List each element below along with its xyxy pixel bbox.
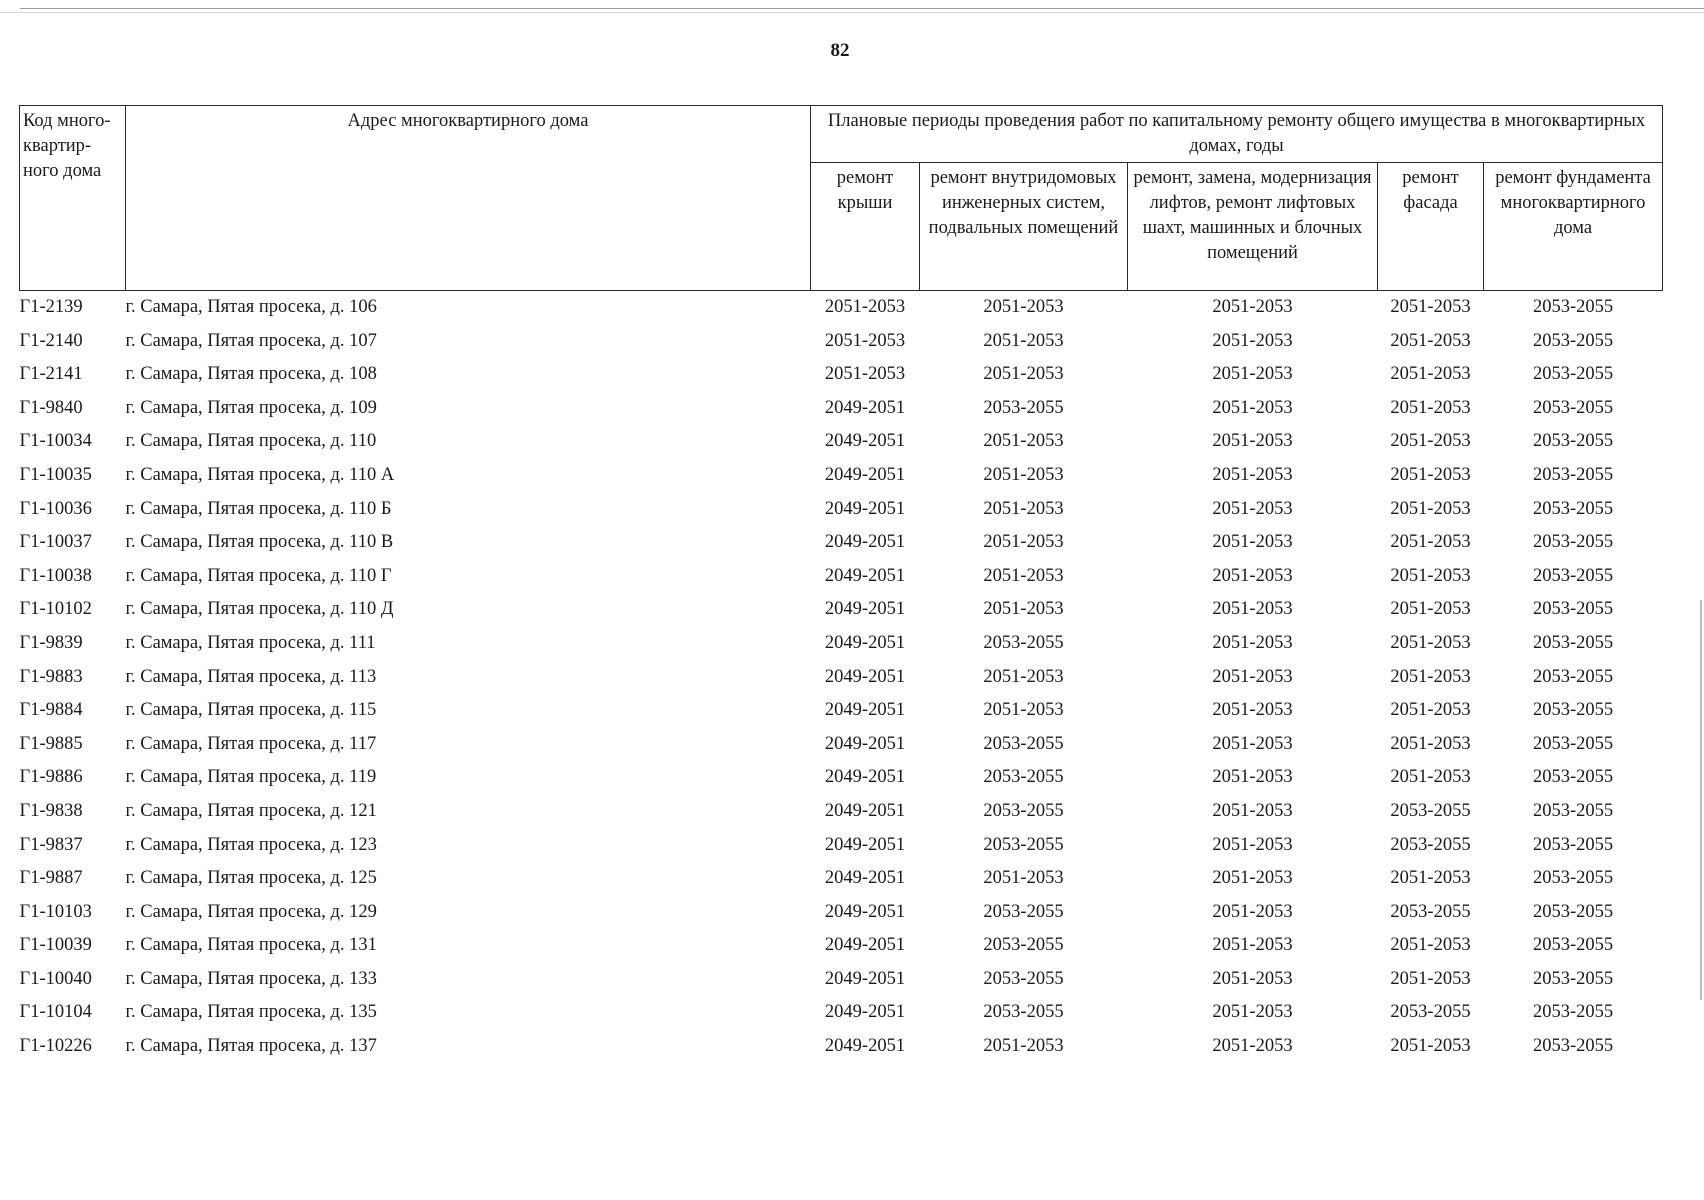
table-row [20, 929, 1663, 963]
cell-foundation: 2053-2055 [1532, 632, 1614, 653]
cell-foundation: 2053-2055 [1532, 935, 1614, 956]
cell-engineering: 2051-2053 [983, 297, 1064, 317]
table-row [20, 325, 1663, 359]
cell-lifts: 2051-2053 [1212, 901, 1293, 922]
cell-lifts: 2051-2053 [1212, 1036, 1293, 1057]
cell-code: Г1-10102 [19, 599, 92, 620]
table-row [20, 661, 1663, 695]
table-row [20, 493, 1663, 527]
table-row [20, 459, 1663, 493]
cell-facade: 2051-2053 [1390, 364, 1471, 385]
cell-lifts: 2051-2053 [1212, 297, 1293, 317]
cell-engineering: 2051-2053 [983, 700, 1064, 721]
table-row [20, 996, 1663, 1030]
header-roof: ремонт крыши [811, 163, 920, 291]
cell-roof: 2049-2051 [824, 397, 906, 418]
cell-address: г. Самара, Пятая просека, д. 106 [125, 297, 377, 317]
cell-roof: 2049-2051 [824, 599, 906, 620]
cell-roof: 2049-2051 [824, 1036, 906, 1057]
cell-engineering: 2051-2053 [983, 464, 1064, 485]
cell-code: Г1-9886 [19, 767, 83, 788]
cell-code: Г1-9885 [19, 733, 83, 754]
table-row [20, 795, 1663, 829]
cell-facade: 2053-2055 [1390, 1002, 1471, 1023]
cell-address: г. Самара, Пятая просека, д. 110 Г [125, 565, 392, 586]
cell-facade: 2053-2055 [1390, 901, 1471, 922]
cell-engineering: 2051-2053 [983, 364, 1064, 385]
cell-lifts: 2051-2053 [1212, 800, 1293, 821]
table-row [20, 1030, 1663, 1064]
cell-facade: 2051-2053 [1390, 397, 1471, 418]
cell-engineering: 2053-2055 [983, 935, 1064, 956]
cell-engineering: 2051-2053 [983, 532, 1064, 553]
cell-foundation: 2053-2055 [1532, 901, 1614, 922]
cell-facade: 2051-2053 [1390, 868, 1471, 889]
cell-facade: 2051-2053 [1390, 968, 1471, 989]
cell-code: Г1-10035 [19, 464, 92, 485]
cell-code: Г1-9884 [19, 700, 83, 721]
cell-roof: 2051-2053 [824, 330, 906, 351]
cell-engineering: 2053-2055 [983, 968, 1064, 989]
cell-facade: 2051-2053 [1390, 330, 1471, 351]
cell-facade: 2051-2053 [1390, 431, 1471, 452]
table-row [20, 862, 1663, 896]
cell-lifts: 2051-2053 [1212, 330, 1293, 351]
cell-engineering: 2053-2055 [983, 901, 1064, 922]
table-row [20, 526, 1663, 560]
cell-address: г. Самара, Пятая просека, д. 110 [125, 431, 377, 452]
cell-roof: 2049-2051 [824, 935, 906, 956]
cell-code: Г1-9837 [19, 834, 83, 855]
cell-foundation: 2053-2055 [1532, 1002, 1614, 1023]
cell-lifts: 2051-2053 [1212, 397, 1293, 418]
cell-address: г. Самара, Пятая просека, д. 117 [125, 733, 377, 754]
cell-code: Г1-10226 [19, 1036, 92, 1057]
table-row [20, 593, 1663, 627]
cell-facade: 2051-2053 [1390, 464, 1471, 485]
cell-roof: 2049-2051 [824, 800, 906, 821]
cell-code: Г1-10104 [19, 1002, 92, 1023]
cell-engineering: 2051-2053 [983, 431, 1064, 452]
cell-foundation: 2053-2055 [1532, 767, 1614, 788]
cell-lifts: 2051-2053 [1212, 834, 1293, 855]
cell-code: Г1-10038 [19, 565, 92, 586]
cell-facade: 2051-2053 [1390, 935, 1471, 956]
cell-engineering: 2051-2053 [983, 599, 1064, 620]
cell-foundation: 2053-2055 [1532, 800, 1614, 821]
header-address: Адрес многоквартирного дома [126, 106, 811, 291]
cell-roof: 2051-2053 [824, 297, 906, 317]
cell-code: Г1-2140 [19, 330, 83, 351]
cell-facade: 2051-2053 [1390, 700, 1471, 721]
cell-address: г. Самара, Пятая просека, д. 107 [125, 330, 377, 351]
cell-lifts: 2051-2053 [1212, 767, 1293, 788]
table-row [20, 291, 1663, 325]
cell-facade: 2051-2053 [1390, 733, 1471, 754]
cell-code: Г1-9840 [19, 397, 83, 418]
cell-foundation: 2053-2055 [1532, 700, 1614, 721]
cell-foundation: 2053-2055 [1532, 599, 1614, 620]
cell-roof: 2049-2051 [824, 565, 906, 586]
cell-foundation: 2053-2055 [1532, 397, 1614, 418]
cell-address: г. Самара, Пятая просека, д. 111 [125, 632, 376, 653]
cell-lifts: 2051-2053 [1212, 464, 1293, 485]
table-row [20, 829, 1663, 863]
cell-foundation: 2053-2055 [1532, 666, 1614, 687]
cell-facade: 2051-2053 [1390, 297, 1471, 317]
cell-foundation: 2053-2055 [1532, 498, 1614, 519]
table-row [20, 728, 1663, 762]
cell-facade: 2053-2055 [1390, 800, 1471, 821]
cell-foundation: 2053-2055 [1532, 733, 1614, 754]
cell-foundation: 2053-2055 [1532, 364, 1614, 385]
cell-foundation: 2053-2055 [1532, 330, 1614, 351]
cell-roof: 2049-2051 [824, 632, 906, 653]
cell-code: Г1-10036 [19, 498, 92, 519]
cell-engineering: 2051-2053 [983, 1036, 1064, 1057]
cell-foundation: 2053-2055 [1532, 431, 1614, 452]
cell-engineering: 2051-2053 [983, 868, 1064, 889]
cell-roof: 2049-2051 [824, 1002, 906, 1023]
cell-lifts: 2051-2053 [1212, 599, 1293, 620]
cell-address: г. Самара, Пятая просека, д. 110 Д [125, 599, 394, 620]
page-number: 82 [830, 40, 850, 61]
cell-foundation: 2053-2055 [1532, 532, 1614, 553]
cell-lifts: 2051-2053 [1212, 968, 1293, 989]
cell-facade: 2053-2055 [1390, 834, 1471, 855]
cell-address: г. Самара, Пятая просека, д. 108 [125, 364, 377, 385]
cell-roof: 2049-2051 [824, 666, 906, 687]
cell-address: г. Самара, Пятая просека, д. 137 [125, 1036, 377, 1057]
header-foundation: ремонт фундамента многоквартирного дома [1484, 163, 1663, 291]
cell-facade: 2051-2053 [1390, 498, 1471, 519]
cell-roof: 2049-2051 [824, 901, 906, 922]
cell-code: Г1-9839 [19, 632, 83, 653]
cell-foundation: 2053-2055 [1532, 868, 1614, 889]
cell-address: г. Самара, Пятая просека, д. 110 А [125, 464, 395, 485]
table-row [20, 392, 1663, 426]
cell-facade: 2051-2053 [1390, 632, 1471, 653]
cell-address: г. Самара, Пятая просека, д. 110 В [125, 532, 394, 553]
scan-edge-line [0, 12, 1704, 13]
cell-lifts: 2051-2053 [1212, 1002, 1293, 1023]
cell-roof: 2049-2051 [824, 968, 906, 989]
cell-lifts: 2051-2053 [1212, 733, 1293, 754]
cell-code: Г1-9838 [19, 800, 83, 821]
cell-lifts: 2051-2053 [1212, 666, 1293, 687]
cell-code: Г1-10037 [19, 532, 92, 553]
cell-facade: 2051-2053 [1390, 1036, 1471, 1057]
table-row [20, 560, 1663, 594]
cell-engineering: 2053-2055 [983, 834, 1064, 855]
cell-facade: 2051-2053 [1390, 532, 1471, 553]
cell-foundation: 2053-2055 [1532, 834, 1614, 855]
table-row [20, 627, 1663, 661]
cell-facade: 2051-2053 [1390, 565, 1471, 586]
header-periods: Плановые периоды проведения работ по капитальному ремонту общего имущества в многоквартирных домах, годы [811, 106, 1663, 163]
cell-code: Г1-2139 [19, 297, 83, 317]
cell-engineering: 2053-2055 [983, 767, 1064, 788]
cell-engineering: 2053-2055 [983, 733, 1064, 754]
repair-schedule-table [19, 105, 1663, 1064]
cell-engineering: 2053-2055 [983, 1002, 1064, 1023]
cell-lifts: 2051-2053 [1212, 498, 1293, 519]
cell-roof: 2049-2051 [824, 834, 906, 855]
table-row [20, 896, 1663, 930]
table-row [20, 694, 1663, 728]
scan-edge-line [1700, 600, 1702, 1000]
cell-engineering: 2051-2053 [983, 565, 1064, 586]
cell-code: Г1-10040 [19, 968, 92, 989]
cell-address: г. Самара, Пятая просека, д. 109 [125, 397, 377, 418]
cell-roof: 2049-2051 [824, 431, 906, 452]
cell-lifts: 2051-2053 [1212, 868, 1293, 889]
cell-engineering: 2051-2053 [983, 330, 1064, 351]
cell-lifts: 2051-2053 [1212, 364, 1293, 385]
scan-edge-line [20, 8, 1704, 9]
cell-address: г. Самара, Пятая просека, д. 119 [125, 767, 377, 788]
cell-address: г. Самара, Пятая просека, д. 115 [125, 700, 377, 721]
cell-roof: 2049-2051 [824, 868, 906, 889]
cell-foundation: 2053-2055 [1532, 297, 1614, 317]
cell-foundation: 2053-2055 [1532, 1036, 1614, 1057]
cell-address: г. Самара, Пятая просека, д. 113 [125, 666, 377, 687]
cell-facade: 2051-2053 [1390, 767, 1471, 788]
table-row [20, 963, 1663, 997]
cell-code: Г1-10039 [19, 935, 92, 956]
cell-roof: 2049-2051 [824, 767, 906, 788]
cell-engineering: 2053-2055 [983, 632, 1064, 653]
cell-lifts: 2051-2053 [1212, 565, 1293, 586]
cell-lifts: 2051-2053 [1212, 935, 1293, 956]
cell-engineering: 2053-2055 [983, 800, 1064, 821]
cell-lifts: 2051-2053 [1212, 431, 1293, 452]
cell-engineering: 2051-2053 [983, 666, 1064, 687]
cell-engineering: 2053-2055 [983, 397, 1064, 418]
cell-roof: 2049-2051 [824, 498, 906, 519]
cell-address: г. Самара, Пятая просека, д. 133 [125, 968, 377, 989]
cell-address: г. Самара, Пятая просека, д. 131 [125, 935, 377, 956]
cell-code: Г1-2141 [19, 364, 83, 385]
cell-foundation: 2053-2055 [1532, 968, 1614, 989]
cell-code: Г1-9887 [19, 868, 83, 889]
cell-address: г. Самара, Пятая просека, д. 135 [125, 1002, 377, 1023]
cell-foundation: 2053-2055 [1532, 464, 1614, 485]
cell-roof: 2049-2051 [824, 532, 906, 553]
table-row [20, 358, 1663, 392]
cell-foundation: 2053-2055 [1532, 565, 1614, 586]
cell-code: Г1-9883 [19, 666, 83, 687]
cell-address: г. Самара, Пятая просека, д. 121 [125, 800, 377, 821]
table-body [20, 291, 1663, 1064]
table-row [20, 425, 1663, 459]
cell-code: Г1-10034 [19, 431, 92, 452]
cell-address: г. Самара, Пятая просека, д. 129 [125, 901, 377, 922]
cell-lifts: 2051-2053 [1212, 700, 1293, 721]
cell-lifts: 2051-2053 [1212, 632, 1293, 653]
cell-facade: 2051-2053 [1390, 599, 1471, 620]
cell-engineering: 2051-2053 [983, 498, 1064, 519]
cell-roof: 2049-2051 [824, 464, 906, 485]
cell-roof: 2049-2051 [824, 700, 906, 721]
cell-address: г. Самара, Пятая просека, д. 125 [125, 868, 377, 889]
cell-address: г. Самара, Пятая просека, д. 123 [125, 834, 377, 855]
cell-code: Г1-10103 [19, 901, 92, 922]
cell-roof: 2049-2051 [824, 733, 906, 754]
header-code: Код много-квартир-ного дома [20, 106, 126, 291]
cell-roof: 2051-2053 [824, 364, 906, 385]
cell-facade: 2051-2053 [1390, 666, 1471, 687]
table-row [20, 761, 1663, 795]
cell-address: г. Самара, Пятая просека, д. 110 Б [125, 498, 392, 519]
cell-lifts: 2051-2053 [1212, 532, 1293, 553]
header-engineering: ремонт внутридомовых инженерных систем, подвальных помещений [920, 163, 1128, 291]
header-lifts: ремонт, замена, модернизация лифтов, ремонт лифтовых шахт, машинных и блочных помещений [1128, 163, 1378, 291]
header-facade: ремонт фасада [1378, 163, 1484, 291]
